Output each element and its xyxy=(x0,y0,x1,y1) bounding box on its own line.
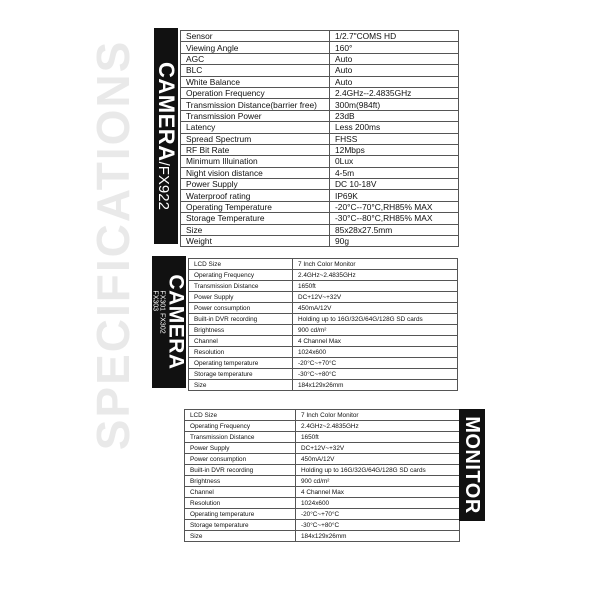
spec-value: 4-5m xyxy=(330,167,459,178)
table-row xyxy=(181,87,459,98)
spec-value: 300m(984ft) xyxy=(330,99,459,110)
spec-label: Spread Spectrum xyxy=(181,133,330,144)
spec-label: Built-in DVR recording xyxy=(189,314,293,325)
spec-value: 184x129x26mm xyxy=(296,531,460,542)
monitor-rows xyxy=(185,410,460,542)
table-row xyxy=(185,454,460,465)
spec-value: 450mA/12V xyxy=(296,454,460,465)
camera-fx301-tab-title: CAMERA xyxy=(164,274,188,370)
spec-value: Holding up to 16G/32G/64G/128G SD cards xyxy=(296,465,460,476)
spec-label: Channel xyxy=(185,487,296,498)
spec-value: Less 200ms xyxy=(330,122,459,133)
spec-value: -20°C~+70°C xyxy=(293,358,458,369)
table-row xyxy=(189,358,458,369)
spec-value: -30°C~+80°C xyxy=(296,520,460,531)
table-row xyxy=(189,380,458,391)
table-row xyxy=(185,432,460,443)
table-row xyxy=(189,325,458,336)
spec-value: 7 Inch Color Monitor xyxy=(293,259,458,270)
spec-label: Operating Frequency xyxy=(189,270,293,281)
spec-label: Size xyxy=(185,531,296,542)
spec-value: FHSS xyxy=(330,133,459,144)
table-row xyxy=(181,190,459,201)
spec-value: 2.4GHz--2.4835GHz xyxy=(330,87,459,98)
table-row xyxy=(181,167,459,178)
spec-label: Weight xyxy=(181,236,330,247)
spec-value: Holding up to 16G/32G/64G/128G SD cards xyxy=(293,314,458,325)
camera-fx922-tab xyxy=(154,28,178,244)
spec-value: DC+12V~+32V xyxy=(296,443,460,454)
monitor-spec-table xyxy=(184,409,460,542)
spec-value: 900 cd/m² xyxy=(296,476,460,487)
table-row xyxy=(181,31,459,42)
spec-label: AGC xyxy=(181,53,330,64)
table-row xyxy=(189,336,458,347)
spec-label: Power consumption xyxy=(189,303,293,314)
specifications-heading-text: SPECIFICATIONS xyxy=(87,39,139,451)
camera-fx922-spec-table xyxy=(180,30,459,247)
spec-label: Resolution xyxy=(185,498,296,509)
spec-value: Auto xyxy=(330,65,459,76)
spec-value: -20°C--70°C,RH85% MAX xyxy=(330,201,459,212)
table-row xyxy=(189,369,458,380)
table-row xyxy=(185,487,460,498)
table-row xyxy=(181,110,459,121)
table-row xyxy=(185,531,460,542)
table-row xyxy=(185,465,460,476)
table-row xyxy=(189,270,458,281)
spec-label: Transmission Distance xyxy=(189,281,293,292)
spec-label: Operating Frequency xyxy=(185,421,296,432)
spec-label: Operating temperature xyxy=(185,509,296,520)
spec-label: Size xyxy=(181,224,330,235)
spec-value: Auto xyxy=(330,53,459,64)
spec-value: 7 Inch Color Monitor xyxy=(296,410,460,421)
specifications-heading xyxy=(88,30,138,460)
monitor-tab xyxy=(459,409,485,521)
spec-value: 12Mbps xyxy=(330,144,459,155)
camera-fx301-tab-model-2: FX303 xyxy=(151,290,159,312)
spec-label: RF Bit Rate xyxy=(181,144,330,155)
spec-label: Power consumption xyxy=(185,454,296,465)
table-row xyxy=(185,498,460,509)
camera-fx922-tab-model: /FX922 xyxy=(155,161,172,210)
spec-label: Resolution xyxy=(189,347,293,358)
spec-label: Channel xyxy=(189,336,293,347)
spec-value: 1024x600 xyxy=(293,347,458,358)
table-row xyxy=(181,53,459,64)
spec-label: Waterproof rating xyxy=(181,190,330,201)
table-row xyxy=(181,156,459,167)
table-row xyxy=(185,520,460,531)
spec-value: 184x129x26mm xyxy=(293,380,458,391)
table-row xyxy=(189,347,458,358)
spec-label: Size xyxy=(189,380,293,391)
table-row xyxy=(189,292,458,303)
spec-label: Storage temperature xyxy=(185,520,296,531)
spec-value: 2.4GHz~2.4835GHz xyxy=(296,421,460,432)
spec-value: 85x28x27.5mm xyxy=(330,224,459,235)
spec-label: Power Supply xyxy=(185,443,296,454)
table-row xyxy=(181,144,459,155)
spec-label: Transmission Distance(barrier free) xyxy=(181,99,330,110)
table-row xyxy=(185,421,460,432)
spec-value: -30°C--80°C,RH85% MAX xyxy=(330,213,459,224)
table-row xyxy=(181,224,459,235)
spec-label: Storage temperature xyxy=(189,369,293,380)
spec-label: Brightness xyxy=(185,476,296,487)
table-row xyxy=(185,509,460,520)
spec-label: Operating temperature xyxy=(189,358,293,369)
table-row xyxy=(185,476,460,487)
table-row xyxy=(189,281,458,292)
table-row xyxy=(181,133,459,144)
table-row xyxy=(181,236,459,247)
spec-label: Transmission Power xyxy=(181,110,330,121)
spec-value: IP69K xyxy=(330,190,459,201)
spec-label: White Balance xyxy=(181,76,330,87)
spec-label: LCD Size xyxy=(189,259,293,270)
table-row xyxy=(181,99,459,110)
spec-value: 1650ft xyxy=(293,281,458,292)
table-row xyxy=(189,314,458,325)
spec-value: 4 Channel Max xyxy=(293,336,458,347)
spec-label: Latency xyxy=(181,122,330,133)
spec-label: LCD Size xyxy=(185,410,296,421)
table-row xyxy=(185,443,460,454)
spec-value: 1024x600 xyxy=(296,498,460,509)
spec-label: Minimum Illuination xyxy=(181,156,330,167)
spec-value: 1/2.7"COMS HD xyxy=(330,31,459,42)
table-row xyxy=(181,179,459,190)
spec-label: Transmission Distance xyxy=(185,432,296,443)
camera-fx922-tab-title: CAMERA xyxy=(154,62,179,162)
spec-label: Power Supply xyxy=(181,179,330,190)
spec-label: BLC xyxy=(181,65,330,76)
camera-fx301-tab xyxy=(152,256,186,388)
spec-value: 450mA/12V xyxy=(293,303,458,314)
table-row xyxy=(181,76,459,87)
spec-value: 0Lux xyxy=(330,156,459,167)
spec-value: DC 10-18V xyxy=(330,179,459,190)
spec-label: Brightness xyxy=(189,325,293,336)
table-row xyxy=(181,65,459,76)
spec-label: Night vision distance xyxy=(181,167,330,178)
spec-value: 160° xyxy=(330,42,459,53)
spec-label: Power Supply xyxy=(189,292,293,303)
spec-value: 2.4GHz~2.4835GHz xyxy=(293,270,458,281)
table-row xyxy=(181,42,459,53)
spec-value: 4 Channel Max xyxy=(296,487,460,498)
table-row xyxy=(181,122,459,133)
spec-value: -30°C~+80°C xyxy=(293,369,458,380)
camera-fx922-rows xyxy=(181,31,459,247)
table-row xyxy=(181,201,459,212)
table-row xyxy=(181,213,459,224)
spec-label: Operation Frequency xyxy=(181,87,330,98)
monitor-tab-title: MONITOR xyxy=(461,416,483,514)
spec-label: Operating Temperature xyxy=(181,201,330,212)
table-row xyxy=(189,259,458,270)
camera-fx301-rows xyxy=(189,259,458,391)
spec-label: Sensor xyxy=(181,31,330,42)
spec-value: Auto xyxy=(330,76,459,87)
spec-value: 1650ft xyxy=(296,432,460,443)
spec-label: Built-in DVR recording xyxy=(185,465,296,476)
spec-value: DC+12V~+32V xyxy=(293,292,458,303)
spec-value: 900 cd/m² xyxy=(293,325,458,336)
spec-value: 23dB xyxy=(330,110,459,121)
table-row xyxy=(189,303,458,314)
spec-value: 90g xyxy=(330,236,459,247)
camera-fx301-spec-table xyxy=(188,258,458,391)
spec-label: Viewing Angle xyxy=(181,42,330,53)
table-row xyxy=(185,410,460,421)
spec-label: Storage Temperature xyxy=(181,213,330,224)
spec-value: -20°C~+70°C xyxy=(296,509,460,520)
camera-fx301-tab-model-1: FX301 FX302 xyxy=(158,290,166,334)
